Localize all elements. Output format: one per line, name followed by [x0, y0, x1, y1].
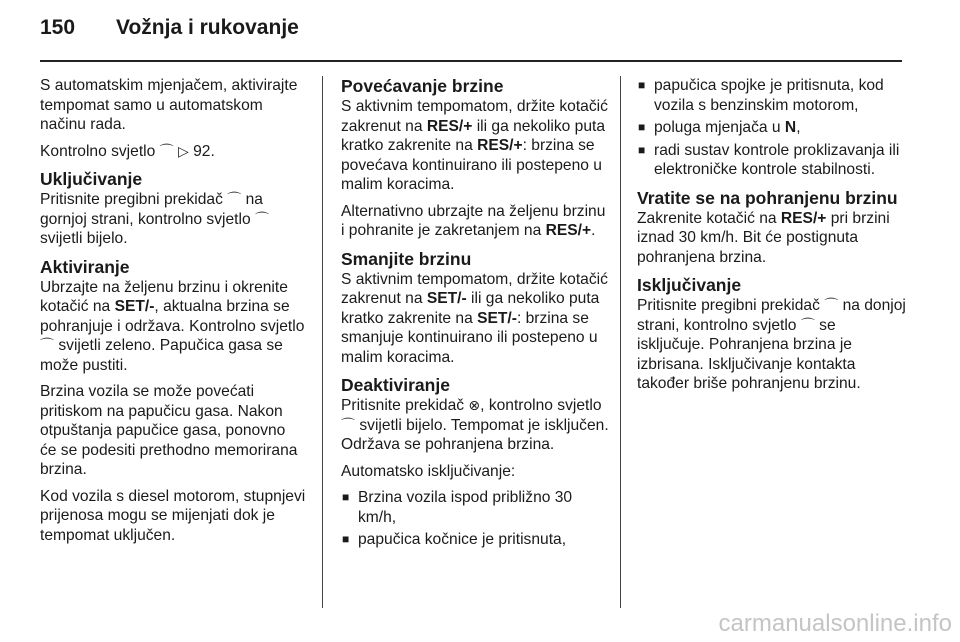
heading-switch-off: Isključivanje	[637, 275, 742, 295]
key-set: SET/-	[114, 298, 155, 315]
resume-text: Zakrenite kotačić na RES/+ pri brzini iznad 30 km/h. Bit će postignuta pohranjena brzina.	[637, 209, 890, 266]
page-number: 150	[40, 16, 76, 39]
gear-neutral: N	[784, 119, 797, 136]
cruise-control-icon: ⌒	[254, 210, 269, 227]
header-rule	[40, 60, 902, 62]
column-divider-1	[322, 76, 323, 608]
deactivate-text: Pritisnite prekidač ⊗, kontrolno svjetlo ⌒ svijetli bijelo. Tempomat je isključen. Održava se pohranjena brzina.	[341, 397, 609, 453]
heading-reduce-speed: Smanjite brzinu	[341, 248, 472, 269]
activate-paragraph-2: Brzina vozila se može povećati pritiskom na papučicu gasa. Nakon otpuštanja papučice gasa, ponovno će se podesiti prethodno memorirana brzina.	[40, 383, 298, 478]
list-item: ■ papučica spojke je pritisnuta, kod vozila s benzinskim motorom,	[638, 77, 884, 114]
intro-paragraph: S automatskim mjenjačem, aktivirajte tempomat samo u automatskom načinu rada.	[40, 77, 298, 133]
list-item: ■ papučica kočnice je pritisnuta,	[342, 531, 567, 548]
page-reference-arrow-icon: ▷	[177, 142, 189, 159]
watermark: carmanualsonline.info	[718, 610, 952, 637]
heading-increase-speed: Povećavanje brzine	[341, 76, 504, 96]
page-header	[0, 0, 960, 62]
auto-off-list	[341, 488, 611, 550]
activate-text: Ubrzajte na željenu brzinu i okrenite kotačić na SET/-, aktualna brzina se pohranjuje i održava. Kontrolno svjetlo ⌒ svijetli zeleno. Papučica gasa se može pustiti.	[40, 278, 305, 374]
cruise-cancel-icon: ⊗	[468, 397, 481, 413]
switch-on-text: Pritisnite pregibni prekidač ⌒ na gornjoj strani, kontrolno svjetlo ⌒ svijetli bijelo.	[40, 191, 269, 247]
column-2	[341, 76, 611, 553]
light-reference: Kontrolno svjetlo ⌒ ▷ 92.	[40, 142, 215, 160]
auto-off-label: Automatsko isključivanje:	[341, 462, 516, 480]
key-res: RES/+	[477, 137, 523, 154]
cruise-control-icon: ⌒	[40, 337, 54, 353]
cruise-control-icon: ⌒	[227, 191, 242, 207]
increase-paragraph-2: Alternativno ubrzajte na željenu brzinu i pohranite je zakretanjem na RES/+.	[341, 202, 606, 239]
heading-switch-on: Uključivanje	[40, 169, 143, 189]
key-res: RES/+	[426, 117, 473, 135]
column-3	[637, 76, 907, 401]
page-title: Vožnja i rukovanje	[116, 16, 299, 39]
reduce-text: S aktivnim tempomatom, držite kotačić zakrenut na SET/- ili ga nekoliko puta kratko zakrenite na SET/-: brzina se smanjuje kontinuirano ili postepeno u malim koracima.	[341, 270, 608, 366]
key-set: SET/-	[426, 290, 467, 307]
auto-off-list-continued	[637, 76, 907, 180]
key-set: SET/-	[477, 309, 517, 327]
column-1	[40, 76, 306, 552]
list-item: ■ radi sustav kontrole proklizavanja ili elektroničke kontrole stabilnosti.	[638, 141, 900, 178]
heading-deactivate: Deaktiviranje	[341, 375, 450, 395]
increase-text: S aktivnim tempomatom, držite kotačić zakrenut na RES/+ ili ga nekoliko puta kratko zakrenite na RES/+: brzina se povećava kontinuirano ili postepeno u malim koracima.	[341, 98, 608, 193]
heading-activate: Aktiviranje	[40, 256, 130, 277]
activate-paragraph-3: Kod vozila s diesel motorom, stupnjevi prijenosa mogu se mijenjati dok je tempomat uključen.	[40, 487, 306, 544]
list-item: ■ Brzina vozila ispod približno 30 km/h,	[342, 489, 573, 526]
cruise-control-icon: ⌒	[800, 316, 815, 333]
list-item: ■ poluga mjenjača u N,	[638, 119, 801, 136]
cruise-control-icon: ⌒	[159, 142, 174, 159]
heading-resume-speed: Vratite se na pohranjenu brzinu	[637, 187, 898, 208]
key-res: RES/+	[780, 209, 827, 227]
cruise-control-icon: ⌒	[341, 416, 355, 433]
key-res: RES/+	[545, 222, 592, 239]
column-divider-2	[620, 76, 621, 608]
cruise-control-icon: ⌒	[824, 297, 839, 313]
switch-off-text: Pritisnite pregibni prekidač ⌒ na donjoj strani, kontrolno svjetlo ⌒ se isključuje. Pohranjena brzina je izbrisana. Isključivanje kontakta također briše pohranjenu brzinu.	[637, 297, 906, 392]
